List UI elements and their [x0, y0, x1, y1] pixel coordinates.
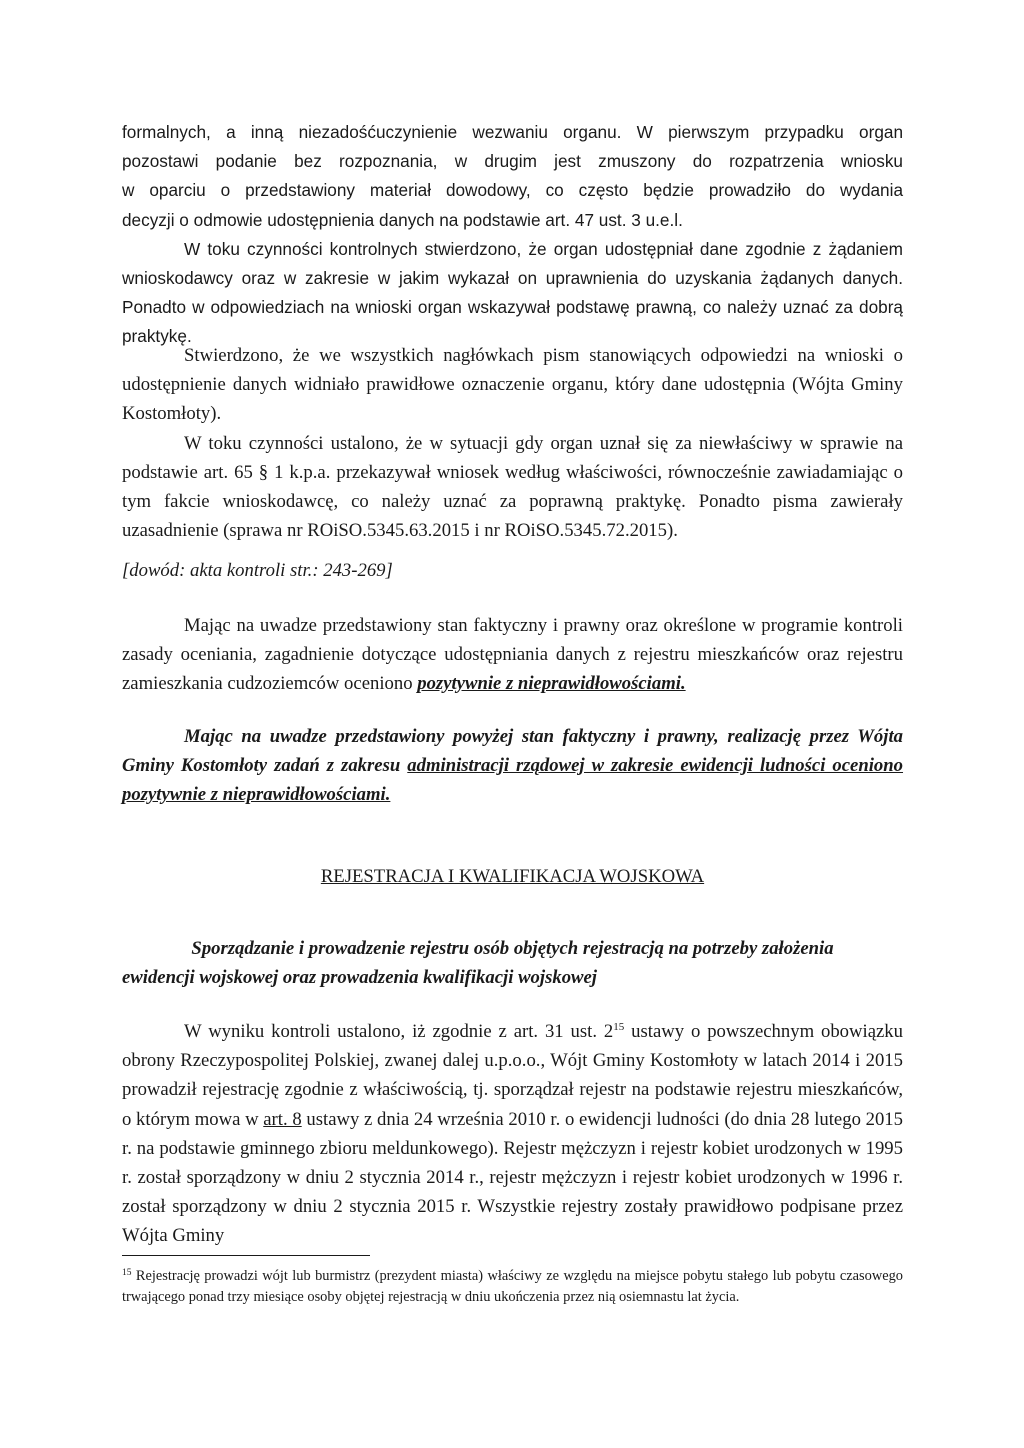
evidence-reference: [dowód: akta kontroli str.: 243-269] — [122, 560, 393, 581]
paragraph-line: pozostawi podanie bez rozpoznania, w drugim jest zmuszony do rozpatrzenia wniosku — [122, 151, 903, 172]
footnote-reference[interactable]: 15 — [613, 1021, 625, 1033]
footnote-text: Rejestrację prowadzi wójt lub burmistrz (prezydent miasta) właściwy ze względu na miejsce pobytu stałego lub pobytu czasowego trwającego ponad trzy miesiące osoby objętej rejestracją w dniu ukończenia przez nią osiemnastu lat życia. — [122, 1268, 903, 1305]
subheading-line: Sporządzanie i prowadzenie rejestru osób objętych rejestracją na potrzeby założenia — [191, 938, 834, 959]
footnote — [122, 1266, 903, 1307]
paragraph-text: ustawy z dnia 24 września 2010 r. o ewidencji ludności (do dnia 28 lutego 2015 r. na podstawie gminnego zbioru meldunkowego). Rejestr mężczyzn i rejestr kobiet urodzonych w 1995 r. został sporządzony w dniu 2 stycznia 2014 r., rejestr mężczyzn i rejestr kobiet urodzonych w 1996 r. został sporządzony w dniu 2 stycznia 2015 r. Wszystkie rejestry zostały prawidłowo podpisane przez Wójta Gminy — [122, 1108, 903, 1247]
paragraph-line: w oparciu o przedstawiony materiał dowodowy, co często będzie prowadziło do wydania — [122, 180, 903, 201]
summary-paragraph — [122, 722, 903, 810]
section-heading: REJESTRACJA I KWALIFIKACJA WOJSKOWA — [320, 866, 705, 887]
paragraph-line: decyzji o odmowie udostępnienia danych na podstawie art. 47 ust. 3 u.e.l. — [122, 209, 683, 230]
footnote-divider — [122, 1255, 370, 1256]
assessment-verdict: pozytywnie z nieprawidłowościami. — [417, 673, 686, 695]
section-heading-block — [122, 862, 903, 891]
paragraph-text: W wyniku kontroli ustalono, iż zgodnie z art. 31 ust. 2 — [184, 1021, 614, 1042]
paragraph-continuation — [122, 118, 903, 352]
paragraph-text: ustawy o powszechnym obowiązku obrony Rzeczypospolitej Polskiej, zwanej dalej u.p.o.o., Wójt Gminy Kostomłoty w latach 2014 i 2015 prowadził rejestrację zgodnie z właściwością, tj. sporządzał rejestr na podstawie rejestru mieszkańców, o którym mowa w — [122, 1021, 903, 1130]
paragraph-line: formalnych, a inną niezadośćuczynienie wezwaniu organu. W pierwszym przypadku organ — [122, 122, 903, 142]
paragraph-inspection: W toku czynności kontrolnych stwierdzono, że organ udostępniał dane zgodnie z żądaniem wnioskodawcy oraz w zakresie w jakim wykazał on uprawnienia do uzyskania żądanych danych. Ponadto w odpowiedziach na wnioski organ wskazywał podstawę prawną, co należy uznać za dobrą praktykę. — [122, 238, 903, 347]
article-link[interactable]: art. 8 — [263, 1108, 302, 1130]
paragraph-forwarding: W toku czynności ustalono, że w sytuacji gdy organ uznał się za niewłaściwy w sprawie na podstawie art. 65 § 1 k.p.a. przekazywał wniosek według właściwości, równocześnie zawiadamiając o tym fakcie wnioskodawcę, co należy uznać za poprawną praktykę. Ponadto pisma zawierały uzasadnienie (sprawa nr ROiSO.5345.63.2015 i nr ROiSO.5345.72.2015). — [122, 432, 903, 542]
assessment-paragraph — [122, 611, 903, 699]
summary-underlined: administracji rządowej w zakresie ewidencji ludności oceniono pozytywnie z nieprawidłowościami. — [122, 755, 904, 806]
paragraph-headers — [122, 341, 903, 545]
summary-text: Mając na uwadze przedstawiony powyżej stan faktyczny i prawny, realizację przez Wójta Gminy Kostomłoty zadań z zakresu — [122, 726, 903, 777]
subheading-block — [122, 934, 903, 992]
assessment-text: Mając na uwadze przedstawiony stan faktyczny i prawny oraz określone w programie kontroli zasady oceniania, zagadnienie dotyczące udostępniania danych z rejestru mieszkańców oraz rejestru zamieszkania cudzoziemców oceniono — [122, 615, 903, 695]
subheading-line: ewidencji wojskowej oraz prowadzenia kwalifikacji wojskowej — [122, 967, 597, 989]
paragraph-text: Stwierdzono, że we wszystkich nagłówkach pism stanowiących odpowiedzi na wnioski o udostępnienie danych widniało prawidłowe oznaczenie organu, który dane udostępnia (Wójta Gminy Kostomłoty). — [122, 345, 903, 425]
footnote-number: 15 — [122, 1268, 132, 1278]
paragraph-registration — [122, 1017, 903, 1251]
evidence-note — [122, 556, 903, 585]
